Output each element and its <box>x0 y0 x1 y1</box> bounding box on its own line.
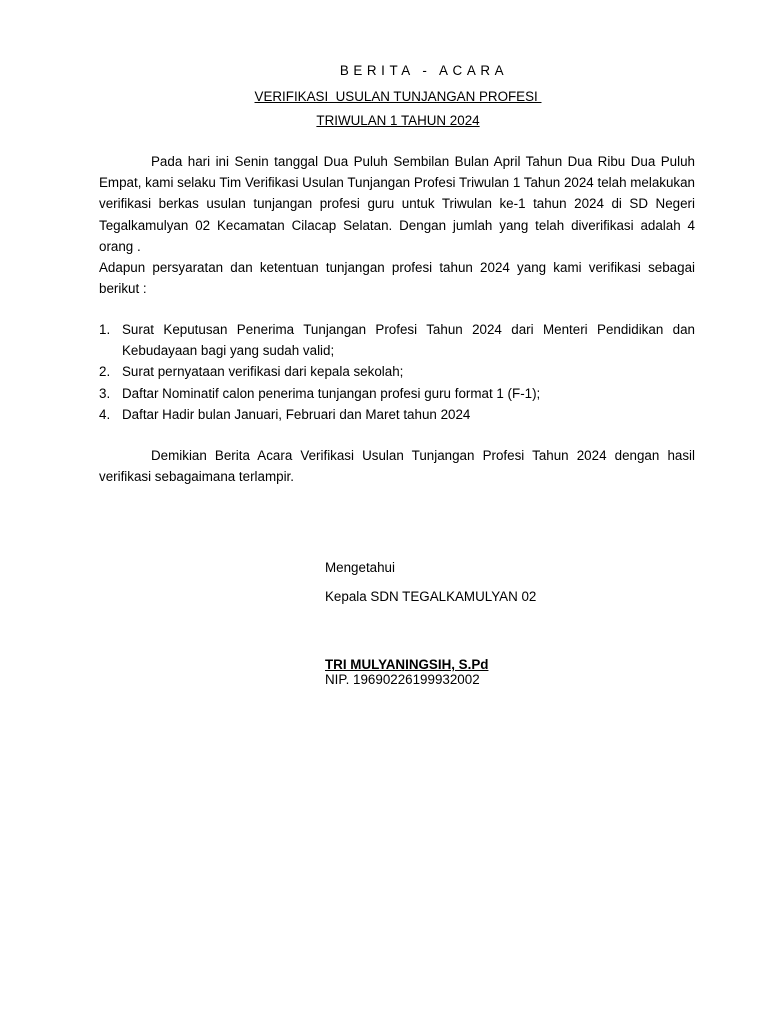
signature-acknowledged: Mengetahui <box>325 560 395 575</box>
requirements-intro: Adapun persyaratan dan ketentuan tunjangan profesi tahun 2024 yang kami verifikasi sebagai berikut : <box>99 260 695 297</box>
list-item <box>99 404 695 425</box>
list-item-number: 1. <box>99 322 111 337</box>
signature-name: TRI MULYANINGSIH, S.Pd <box>325 657 489 672</box>
list-item <box>99 319 695 361</box>
list-item <box>99 361 695 382</box>
list-item-number: 4. <box>99 406 111 422</box>
closing-paragraph: Demikian Berita Acara Verifikasi Usulan Tunjangan Profesi Tahun 2024 dengan hasil verifikasi sebagaimana terlampir. <box>99 448 695 485</box>
document-title: BERITA - ACARA <box>339 63 509 78</box>
document-subtitle-period: TRIWULAN 1 TAHUN 2024 <box>316 113 480 128</box>
list-item-number: 3. <box>99 385 111 401</box>
document-subtitle-verification: VERIFIKASI USULAN TUNJANGAN PROFESI <box>254 89 542 104</box>
opening-paragraph: Pada hari ini Senin tanggal Dua Puluh Sembilan Bulan April Tahun Dua Ribu Dua Puluh Empat, kami selaku Tim Verifikasi Usulan Tunjangan Profesi Triwulan 1 Tahun 2024 telah melakukan verifikasi berkas usulan tunjangan profesi guru untuk Triwulan ke-1 tahun 2024 di SD Negeri Tegalkamulyan 02 Kecamatan Cilacap Selatan. Dengan jumlah yang telah diverifikasi adalah 4 orang . <box>99 154 695 254</box>
signature-position: Kepala SDN TEGALKAMULYAN 02 <box>325 589 537 604</box>
list-item-text: Surat pernyataan verifikasi dari kepala sekolah; <box>122 364 404 380</box>
list-item-text: Daftar Hadir bulan Januari, Februari dan Maret tahun 2024 <box>122 406 471 422</box>
list-item-number: 2. <box>99 364 111 380</box>
list-item-text: Daftar Nominatif calon penerima tunjangan profesi guru format 1 (F-1); <box>122 385 541 401</box>
requirements-list <box>99 319 695 425</box>
list-item-text: Surat Keputusan Penerima Tunjangan Profesi Tahun 2024 dari Menteri Pendidikan dan Kebudayaan bagi yang sudah valid; <box>122 322 695 359</box>
signature-nip: NIP. 19690226199932002 <box>325 672 480 687</box>
list-item <box>99 383 695 404</box>
